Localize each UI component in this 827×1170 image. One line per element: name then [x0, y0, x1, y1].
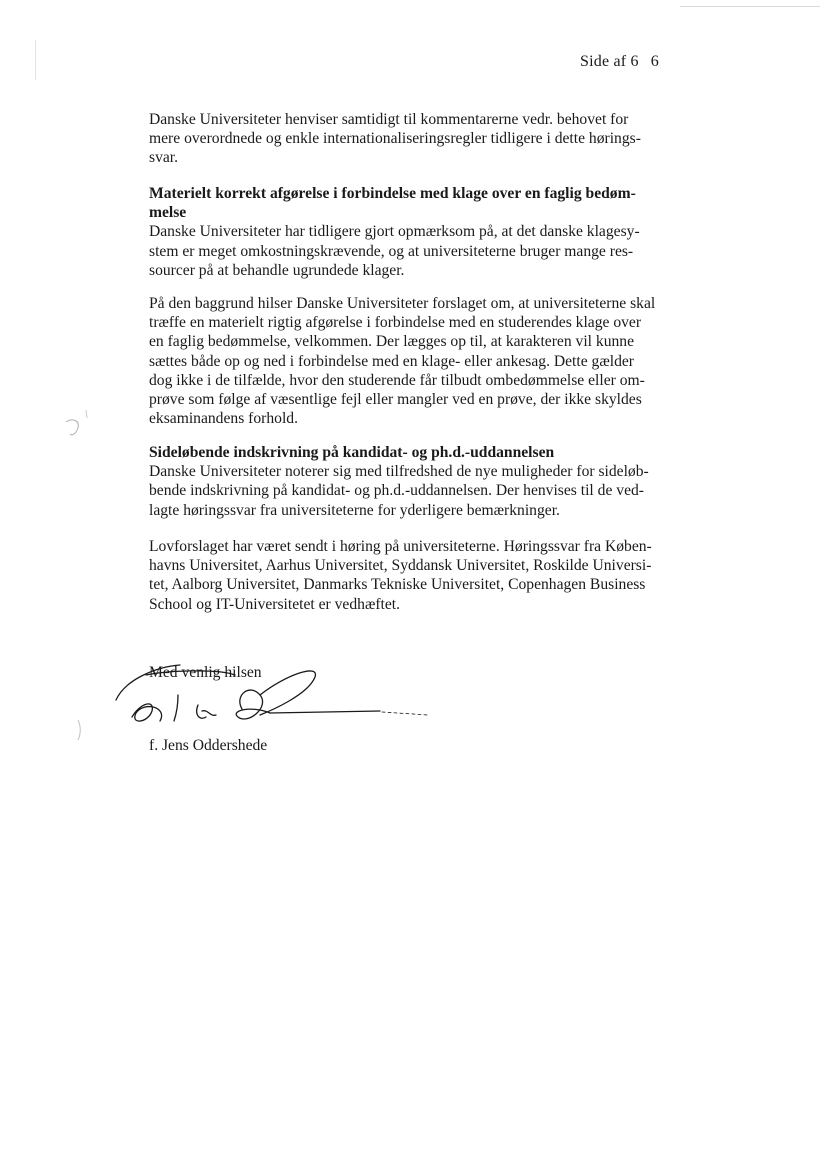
- text-line: School og IT-Universitetet er vedhæftet.: [149, 595, 401, 613]
- section-complaint-decision: [149, 184, 669, 280]
- scan-edge-mark: [680, 6, 820, 7]
- handwritten-signature: [110, 655, 440, 735]
- scan-edge-mark: [35, 40, 36, 80]
- paragraph-consultation: [149, 537, 669, 614]
- signer-name: f. Jens Oddershede: [149, 737, 268, 754]
- text-line: stem er meget omkostningskrævende, og at universiteterne bruger mange res-: [149, 242, 634, 260]
- text-line: På den baggrund hilser Danske Universiteter forslaget om, at universiteterne skal: [149, 295, 656, 312]
- text-line: sourcer på at behandle ugrundede klager.: [149, 261, 405, 279]
- section-heading: melse: [149, 204, 187, 222]
- text-line: Lovforslaget har været sendt i høring på universiteterne. Høringssvar fra Køben-: [149, 538, 652, 555]
- text-line: Danske Universiteter noterer sig med tilfredshed de nye muligheder for sideløb-: [149, 463, 649, 481]
- text-line: prøve som følge af væsentlige fejl eller mangler ved en prøve, der ikke skyldes: [149, 391, 642, 409]
- text-line: træffe en materielt rigtig afgørelse i forbindelse med en studerendes klage over: [149, 314, 642, 332]
- page-number: [580, 53, 659, 71]
- section-parallel-enrolment: [149, 443, 669, 520]
- text-line: tet, Aalborg Universitet, Danmarks Tekniske Universitet, Copenhagen Business: [149, 576, 646, 594]
- section-heading: Sideløbende indskrivning på kandidat- og ph.d.-uddannelsen: [149, 444, 555, 461]
- text-line: mere overordnede og enkle internationaliseringsregler tidligere i dette hørings-: [149, 130, 641, 148]
- text-line: bende indskrivning på kandidat- og ph.d.-uddannelsen. Der henvises til de ved-: [149, 482, 644, 500]
- text-line: havns Universitet, Aarhus Universitet, Syddansk Universitet, Roskilde Universi-: [149, 557, 652, 575]
- text-line: en faglig bedømmelse, velkommen. Der lægges op til, at karakteren vil kunne: [149, 333, 635, 351]
- paragraph-proposal-welcome: [149, 294, 669, 428]
- text-line: Danske Universiteter henviser samtidigt til kommentarerne vedr. behovet for: [149, 111, 629, 128]
- text-line: svar.: [149, 149, 179, 167]
- text-line: dog ikke i de tilfælde, hvor den studerende får tilbudt ombedømmelse eller om-: [149, 371, 645, 389]
- text-line: sættes både op og ned i forbindelse med en klage- eller ankesag. Dette gælder: [149, 352, 634, 370]
- text-line: lagte høringssvar fra universiteterne for yderligere bemærkninger.: [149, 501, 560, 519]
- closing-greeting: Med venlig hilsen: [149, 664, 262, 681]
- text-line: Danske Universiteter har tidligere gjort opmærksom på, at det danske klagesy-: [149, 223, 640, 241]
- text-line: eksaminandens forhold.: [149, 410, 298, 428]
- scan-margin-mark: [62, 408, 92, 438]
- section-heading: Materielt korrekt afgørelse i forbindelse med klage over en faglig bedøm-: [149, 185, 636, 202]
- paragraph-internationalisation: [149, 110, 669, 168]
- page-total: 6: [650, 53, 659, 70]
- page-label: Side af 6: [580, 53, 639, 70]
- scan-margin-mark: [74, 718, 84, 742]
